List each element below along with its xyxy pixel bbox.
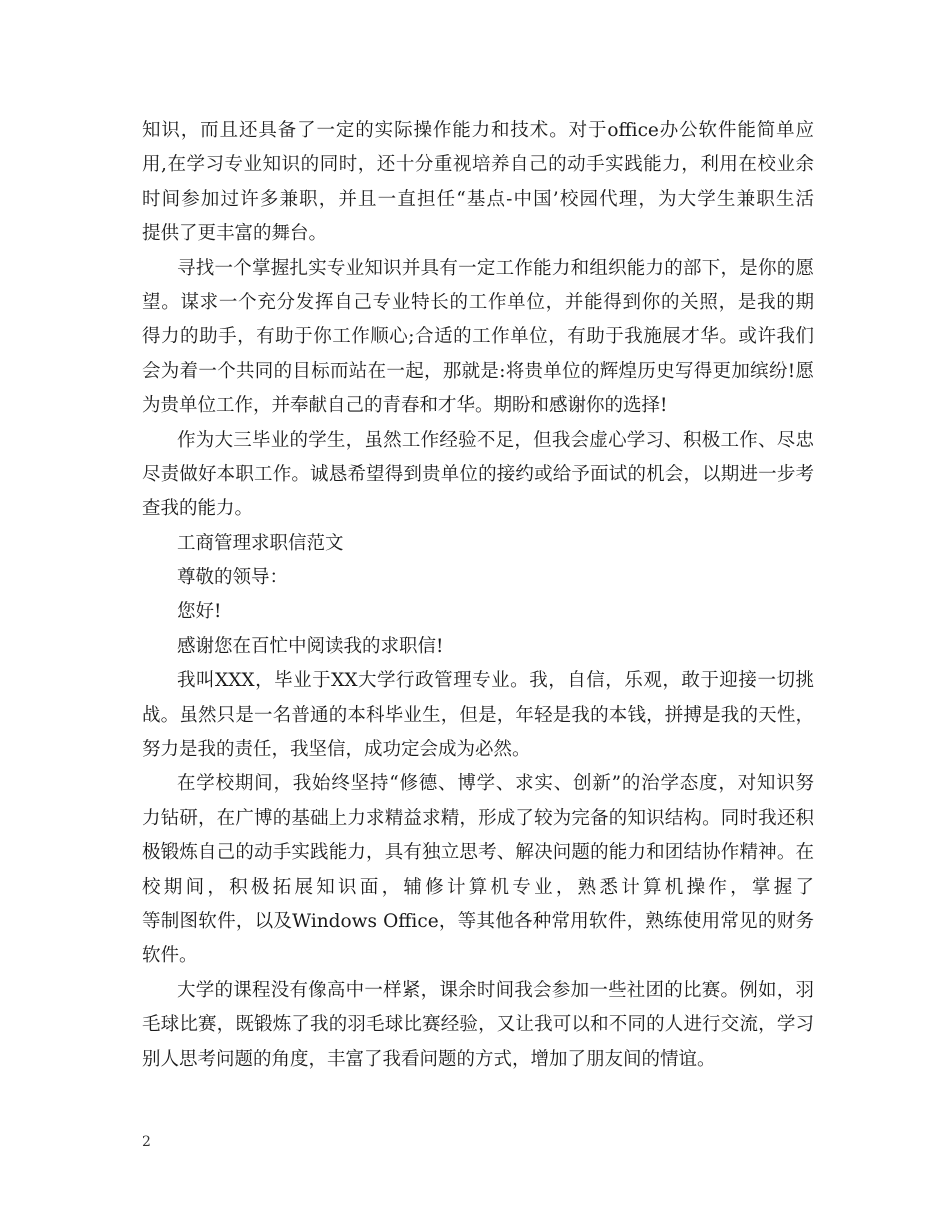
text-line: 战。虽然只是一名普通的本科毕业生，但是，年轻是我的本钱，拼搏是我的天性，: [142, 704, 814, 726]
document-body: [142, 114, 814, 1077]
text-line: 软件。: [142, 945, 198, 967]
text-line: 得力的助手，有助于你工作顺心;合适的工作单位，有助于我施展才华。或许我们: [142, 326, 814, 348]
text-line: 望。谋求一个充分发挥自己专业特长的工作单位，并能得到你的关照，是我的期: [142, 291, 814, 313]
text-line: 感谢您在百忙中阅读我的求职信!: [177, 635, 444, 657]
text-line: 您好!: [177, 601, 222, 623]
text-line: 等制图软件，以及Windows Office，等其他各种常用软件，熟练使用常见的财务: [142, 910, 814, 932]
text-line: 时间参加过许多兼职，并且一直担任“基点-中国’校园代理，为大学生兼职生活: [142, 188, 814, 210]
text-line: 别人思考问题的角度，丰富了我看问题的方式，增加了朋友间的情谊。: [142, 1048, 716, 1070]
text-line: 校期间，积极拓展知识面，辅修计算机专业，熟悉计算机操作，掌握了: [142, 876, 814, 898]
text-line: 在学校期间，我始终坚持“修德、博学、求实、创新”的治学态度，对知识努: [177, 773, 814, 795]
text-line: 我叫XXX，毕业于XX大学行政管理专业。我，自信，乐观，敢于迎接一切挑: [177, 670, 814, 692]
text-line: 极锻炼自己的动手实践能力，具有独立思考、解决问题的能力和团结协作精神。在: [142, 842, 814, 864]
text-line: 努力是我的责任，我坚信，成功定会成为必然。: [142, 739, 531, 761]
text-line: 工商管理求职信范文: [177, 532, 344, 554]
text-line: 提供了更丰富的舞台。: [142, 223, 328, 245]
text-line: 毛球比赛，既锻炼了我的羽毛球比赛经验，又让我可以和不同的人进行交流，学习: [142, 1014, 814, 1036]
text-line: 大学的课程没有像高中一样紧，课余时间我会参加一些社团的比赛。例如，羽: [177, 979, 814, 1001]
text-line: 知识，而且还具备了一定的实际操作能力和技术。对于office办公软件能简单应: [142, 120, 814, 141]
text-line: 作为大三毕业的学生，虽然工作经验不足，但我会虚心学习、积极工作、尽忠: [177, 429, 814, 451]
text-line: 用,在学习专业知识的同时，还十分重视培养自己的动手实践能力，利用在校业余: [142, 154, 814, 176]
text-line: 尊敬的领导：: [177, 567, 289, 589]
text-line: 为贵单位工作，并奉献自己的青春和才华。期盼和感谢你的选择!: [142, 395, 668, 417]
text-line: 查我的能力。: [142, 498, 254, 520]
text-line: 寻找一个掌握扎实专业知识并具有一定工作能力和组织能力的部下，是你的愿: [177, 257, 814, 279]
page-number: 2: [142, 1134, 151, 1150]
text-line: 力钻研，在广博的基础上力求精益求精，形成了较为完备的知识结构。同时我还积: [142, 807, 814, 829]
text-line: 尽责做好本职工作。诚恳希望得到贵单位的接约或给予面试的机会，以期进一步考: [142, 463, 814, 485]
text-line: 会为着一个共同的目标而站在一起，那就是:将贵单位的辉煌历史写得更加缤纷!愿: [142, 360, 814, 382]
